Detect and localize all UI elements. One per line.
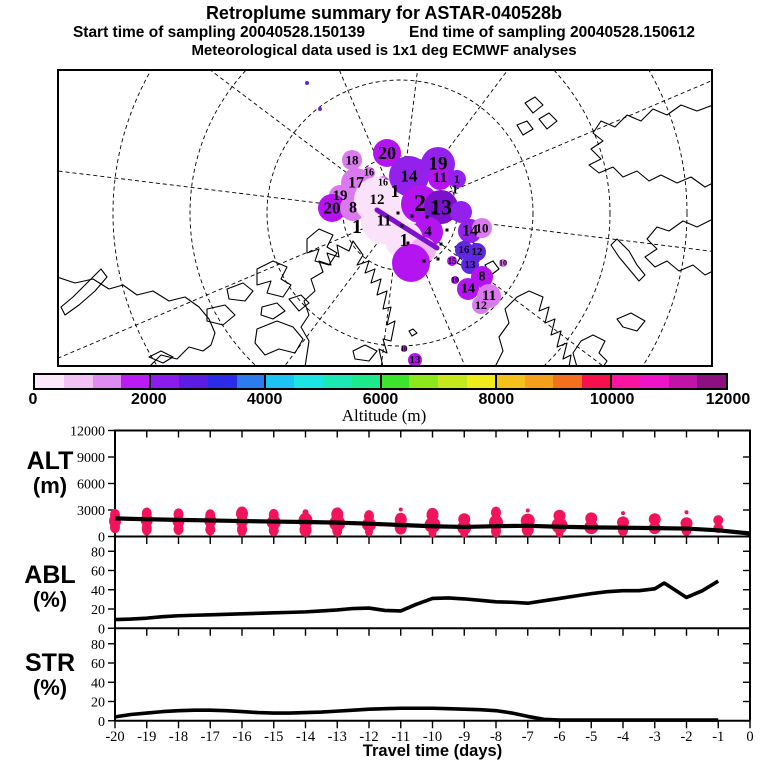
colorbar-tick-label: 8000 bbox=[478, 391, 515, 408]
svg-text:1: 1 bbox=[352, 216, 362, 238]
svg-text:60: 60 bbox=[91, 657, 105, 672]
abl-unit: (%) bbox=[32, 587, 68, 613]
colorbar-tick-label: 6000 bbox=[362, 391, 399, 408]
colorbar-segment bbox=[525, 375, 554, 388]
svg-text:0: 0 bbox=[98, 714, 105, 730]
svg-text:1: 1 bbox=[451, 181, 459, 197]
colorbar-segment bbox=[93, 375, 122, 388]
svg-text:-2: -2 bbox=[680, 729, 693, 745]
str-fraction-line bbox=[115, 708, 718, 720]
alt-label: ALT bbox=[26, 447, 74, 475]
svg-text:80: 80 bbox=[91, 545, 105, 561]
svg-text:16: 16 bbox=[378, 177, 388, 189]
svg-text:18: 18 bbox=[345, 152, 359, 168]
colorbar-segment bbox=[496, 375, 525, 388]
svg-text:-9: -9 bbox=[458, 729, 471, 745]
colorbar-divider bbox=[264, 373, 266, 390]
svg-text:2: 2 bbox=[414, 191, 426, 217]
colorbar-segment bbox=[467, 375, 496, 388]
svg-text:13: 13 bbox=[430, 194, 452, 220]
svg-text:-10: -10 bbox=[422, 729, 443, 745]
colorbar-segment bbox=[35, 375, 64, 388]
colorbar-segment bbox=[669, 375, 698, 388]
colorbar-segment bbox=[697, 375, 726, 388]
colorbar-segment bbox=[121, 375, 150, 388]
svg-text:60: 60 bbox=[91, 564, 105, 580]
svg-text:-15: -15 bbox=[264, 729, 284, 745]
colorbar-segment bbox=[237, 375, 266, 388]
colorbar-tick-label: 12000 bbox=[705, 391, 751, 408]
abl-label: ABL bbox=[24, 561, 76, 589]
svg-text:14: 14 bbox=[400, 166, 418, 186]
str-label: STR bbox=[25, 649, 75, 677]
xaxis-title: Travel time (days) bbox=[362, 742, 503, 760]
svg-text:20: 20 bbox=[378, 143, 396, 163]
svg-text:12: 12 bbox=[471, 246, 483, 258]
time-series-panels bbox=[0, 424, 768, 768]
svg-text:-5: -5 bbox=[585, 729, 598, 745]
svg-text:40: 40 bbox=[91, 676, 105, 692]
sampling-times bbox=[0, 24, 768, 42]
met-data-note: Meteorological data used is 1x1 deg ECMWF analyses bbox=[191, 42, 577, 59]
end-time-label: End time of sampling 20040528.150612 bbox=[409, 24, 696, 41]
colorbar-segment bbox=[409, 375, 438, 388]
svg-text:10: 10 bbox=[475, 220, 489, 236]
abl-fraction-line bbox=[115, 581, 718, 620]
svg-text:-12: -12 bbox=[359, 729, 379, 745]
svg-text:-4: -4 bbox=[616, 729, 630, 745]
svg-text:1: 1 bbox=[454, 172, 460, 186]
svg-text:11: 11 bbox=[432, 170, 448, 186]
svg-text:16: 16 bbox=[364, 167, 374, 179]
svg-text:12: 12 bbox=[475, 298, 487, 312]
svg-text:0: 0 bbox=[746, 729, 754, 745]
svg-text:-20: -20 bbox=[105, 729, 125, 745]
colorbar-tick-label: 0 bbox=[28, 391, 38, 408]
colorbar-title: Altitude (m) bbox=[341, 406, 427, 425]
svg-text:9000: 9000 bbox=[77, 451, 105, 466]
colorbar-divider bbox=[380, 373, 382, 390]
svg-text:14: 14 bbox=[462, 222, 478, 240]
svg-text:-17: -17 bbox=[200, 729, 220, 745]
polar-stereographic-map bbox=[57, 69, 713, 367]
svg-text:17: 17 bbox=[348, 174, 364, 192]
svg-text:16: 16 bbox=[458, 244, 470, 256]
str-unit: (%) bbox=[32, 675, 68, 701]
svg-text:-8: -8 bbox=[489, 729, 503, 745]
axis-ticks bbox=[108, 431, 750, 729]
svg-text:0: 0 bbox=[98, 530, 105, 546]
svg-text:12000: 12000 bbox=[70, 424, 105, 440]
colorbar-segment bbox=[381, 375, 410, 388]
colorbar-divider bbox=[610, 373, 612, 390]
svg-text:12: 12 bbox=[369, 192, 385, 208]
svg-text:1: 1 bbox=[390, 181, 400, 201]
svg-text:8: 8 bbox=[349, 199, 357, 217]
svg-text:-18: -18 bbox=[168, 729, 189, 745]
svg-text:11: 11 bbox=[481, 288, 497, 304]
colorbar-tick-label: 10000 bbox=[589, 391, 635, 408]
svg-text:14: 14 bbox=[461, 281, 475, 297]
colorbar-segment bbox=[64, 375, 93, 388]
colorbar-segment bbox=[294, 375, 323, 388]
svg-text:-3: -3 bbox=[648, 729, 661, 745]
colorbar-segment bbox=[352, 375, 381, 388]
svg-text:4: 4 bbox=[424, 224, 432, 240]
colorbar-segment bbox=[323, 375, 352, 388]
figure-title: Retroplume summary for ASTAR-040528b bbox=[205, 3, 563, 23]
colorbar-segment bbox=[582, 375, 611, 388]
colorbar-segment bbox=[208, 375, 237, 388]
svg-text:-7: -7 bbox=[521, 729, 534, 745]
svg-text:-1: -1 bbox=[712, 729, 725, 745]
svg-text:19: 19 bbox=[332, 188, 348, 204]
svg-text:40: 40 bbox=[91, 583, 105, 599]
alt-unit: (m) bbox=[32, 473, 68, 499]
colorbar-segment bbox=[150, 375, 179, 388]
svg-text:3000: 3000 bbox=[77, 504, 105, 519]
svg-text:6000: 6000 bbox=[77, 477, 105, 493]
svg-text:-19: -19 bbox=[137, 729, 157, 745]
colorbar-tick-label: 2000 bbox=[131, 391, 167, 408]
svg-text:-13: -13 bbox=[327, 729, 347, 745]
colorbar-divider bbox=[149, 373, 151, 390]
svg-text:-16: -16 bbox=[232, 729, 252, 745]
svg-text:11: 11 bbox=[376, 212, 392, 230]
svg-text:20: 20 bbox=[91, 695, 105, 711]
svg-text:15: 15 bbox=[447, 256, 457, 266]
colorbar-segment bbox=[265, 375, 294, 388]
colorbar-segment bbox=[640, 375, 669, 388]
colorbar-tick-label: 4000 bbox=[246, 391, 283, 408]
svg-text:13: 13 bbox=[464, 259, 476, 271]
svg-text:20: 20 bbox=[91, 603, 105, 618]
svg-text:10: 10 bbox=[451, 275, 459, 285]
svg-text:10: 10 bbox=[400, 345, 408, 353]
altitude-colorbar bbox=[33, 373, 728, 390]
panel-frames bbox=[115, 431, 750, 721]
svg-text:1: 1 bbox=[399, 230, 409, 250]
start-time-label: Start time of sampling 20040528.150139 bbox=[72, 24, 366, 41]
abl-panel-label bbox=[4, 562, 96, 611]
svg-text:-11: -11 bbox=[391, 729, 411, 745]
svg-text:0: 0 bbox=[98, 622, 105, 638]
colorbar-segment bbox=[611, 375, 640, 388]
svg-text:10: 10 bbox=[499, 258, 507, 268]
colorbar-segment bbox=[179, 375, 208, 388]
svg-text:20: 20 bbox=[323, 198, 341, 218]
colorbar-segment bbox=[553, 375, 582, 388]
svg-text:8: 8 bbox=[478, 269, 486, 285]
alt-panel-label bbox=[4, 448, 96, 497]
colorbar-segment bbox=[438, 375, 467, 388]
svg-text:-14: -14 bbox=[295, 729, 316, 745]
colorbar-divider bbox=[495, 373, 497, 390]
str-panel-label bbox=[4, 650, 96, 699]
svg-text:80: 80 bbox=[91, 637, 105, 653]
svg-text:-6: -6 bbox=[553, 729, 566, 745]
svg-text:13: 13 bbox=[409, 354, 421, 366]
svg-text:19: 19 bbox=[428, 153, 448, 175]
